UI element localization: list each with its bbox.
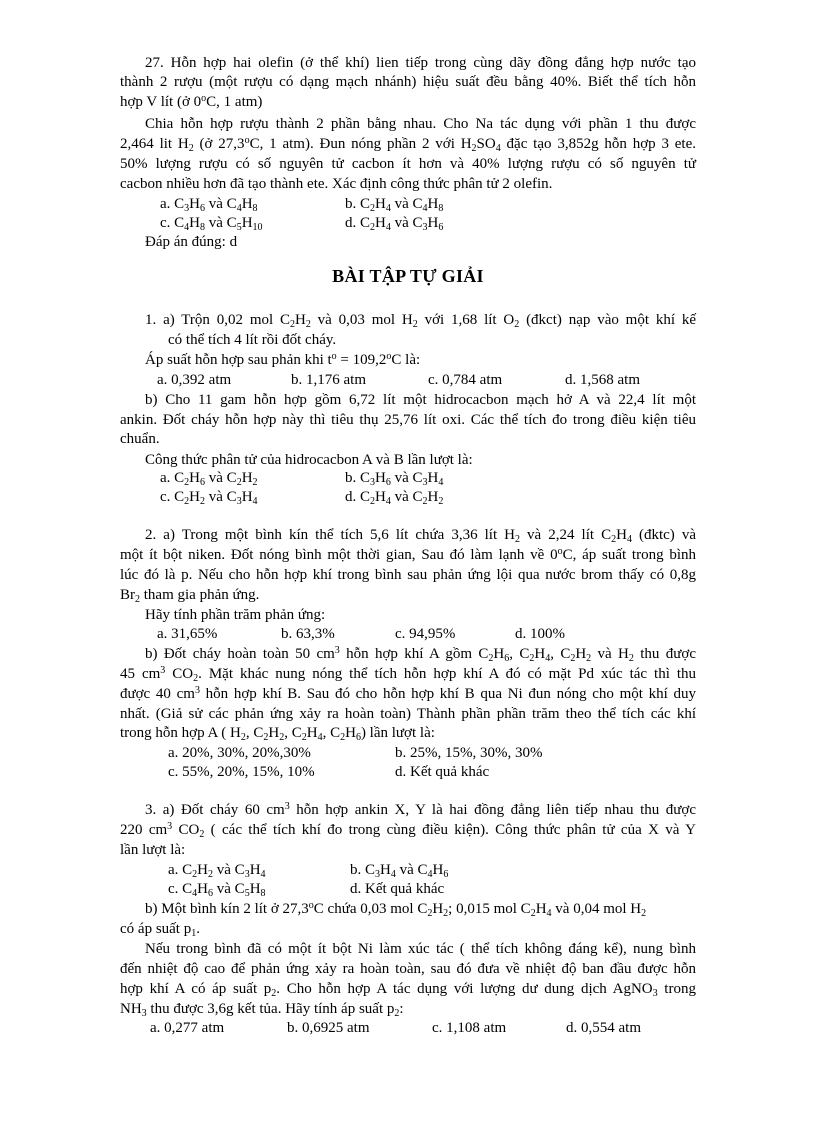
q1-b-line-4: Công thức phân tử của hidrocacbon A và B lần lượt là: [145, 452, 473, 468]
q2-a-option-b: b. 63,3% [281, 626, 335, 642]
q3-b-line-4: đến nhiệt độ cao để phản ứng xảy ra hoàn toàn, sau đó đưa về nhiệt độ ban đầu được hỗn [120, 961, 696, 977]
q2-a-line-3: lúc đó là p. Nếu cho hỗn hợp khí trong bình sau phản ứng lội qua nước brom thấy có 0,8g [120, 567, 696, 583]
q2-b-option-a: a. 20%, 30%, 20%,30% [168, 745, 311, 761]
q27-answer: Đáp án đúng: d [145, 234, 238, 250]
q3-b-line-5: hợp khí A có áp suất $p_2$. Cho hỗn hợp A tác dụng với lượng dư dung dịch AgNO$_3$ trong [120, 981, 696, 999]
q1-b-option-c: c. $C_2H_2$ và $C_3H_4$ [160, 489, 258, 507]
q3-b-option-d: d. 0,554 atm [566, 1020, 641, 1036]
q2-a-option-c: c. 94,95% [395, 626, 456, 642]
q27-line-3: hợp V lít (ở 0$^o$C, 1 atm) [120, 93, 263, 110]
q3-a-option-c: c. $C_4H_6$ và $C_5H_8$ [168, 881, 266, 899]
q2-b-option-b: b. 25%, 15%, 30%, 30% [395, 745, 543, 761]
q2-a-line-4: $Br_2$ tham gia phản ứng. [120, 587, 260, 605]
q1-a-option-a: a. 0,392 atm [157, 372, 232, 388]
q3-a-option-b: b. $C_3H_4$ và $C_4H_6$ [350, 862, 449, 880]
q1-b-option-d: d. $C_2H_4$ và $C_2H_2$ [345, 489, 444, 507]
q2-b-option-d: d. Kết quả khác [395, 764, 490, 780]
q2-b-line-4: nhất. (Giả sử các phản ứng xảy ra hoàn toàn) Thành phần phần trăm theo thể tích các khí [120, 706, 696, 722]
q27-line-2: thành 2 rượu (một rượu có dạng mạch nhánh) hiệu suất đều bằng 40%. Biết thể tích hỗn [120, 74, 696, 90]
q1-a-line-2: có thể tích 4 lít rồi đốt cháy. [168, 332, 337, 348]
q1-a-line-1: 1. a) Trộn 0,02 mol $C_2H_2$ và 0,03 mol $H_2$ với 1,68 lít $O_2$ (đkct) nạp vào một khí kế [145, 312, 696, 330]
section-title: BÀI TẬP TỰ GIẢI [332, 266, 484, 286]
q2-b-option-c: c. 55%, 20%, 15%, 10% [168, 764, 315, 780]
q27-option-b: b. $C_2H_4$ và $C_4H_8$ [345, 196, 444, 214]
q1-b-line-1: b) Cho 11 gam hỗn hợp gồm 6,72 lít một hidrocacbon mạch hở A và 22,4 lít một [145, 392, 696, 408]
q2-a-option-a: a. 31,65% [157, 626, 218, 642]
q3-b-line-2: có áp suất $p_1$. [120, 921, 200, 939]
q27-line-1: 27. Hỗn hợp hai olefin (ở thể khí) lien tiếp trong cùng dãy đồng đẳng hợp nước tạo [145, 55, 696, 71]
q1-b-option-a: a. $C_2H_6$ và $C_2H_2$ [160, 470, 258, 488]
q3-b-line-6: $NH_3$ thu được 3,6g kết tủa. Hãy tính áp suất $p_2$: [120, 1001, 404, 1019]
q2-a-line-2: một ít bột niken. Đốt nóng bình một thời gian, Sau đó làm lạnh về 0$^o$C, áp suất trong bình [120, 546, 697, 563]
q3-a-line-1: 3. a) Đốt cháy 60 $cm^3$ hỗn hợp ankin X, Y là hai đồng đẳng liên tiếp nhau thu được [145, 801, 696, 818]
q27-line-4: Chia hỗn hợp rượu thành 2 phần bằng nhau. Cho Na tác dụng với phần 1 thu được [145, 116, 696, 132]
q27-option-a: a. $C_3H_6$ và $C_4H_8$ [160, 196, 258, 214]
q1-b-line-2: ankin. Đốt cháy hỗn hợp này thì tiêu thụ 25,76 lít oxi. Các thể tích đo trong điều kiện tiêu [120, 412, 696, 428]
q1-a-line-3: Áp suất hỗn hợp sau phản khi $t^o = 109,2^oC$ là: [145, 351, 421, 368]
q3-a-option-a: a. $C_2H_2$ và $C_3H_4$ [168, 862, 266, 880]
q3-a-option-d: d. Kết quả khác [350, 881, 445, 897]
q1-b-line-3: chuẩn. [120, 431, 160, 447]
q27-option-d: d. $C_2H_4$ và $C_3H_6$ [345, 215, 444, 233]
q3-a-line-3: lần lượt là: [120, 842, 186, 858]
q2-a-line-1: 2. a) Trong một bình kín thể tích 5,6 lít chứa 3,36 lít $H_2$ và 2,24 lít $C_2H_4$ (đktc) và [145, 527, 696, 545]
q2-a-line-5: Hãy tính phần trăm phản ứng: [145, 607, 326, 623]
q2-b-line-5: trong hỗn hợp A ( $H_2$, $C_2H_2$, $C_2H_4$, $C_2H_6$) lần lượt là: [120, 725, 435, 743]
q3-b-line-3: Nếu trong bình đã có một ít bột Ni làm xúc tác ( thể tích không đáng kể), nung bình [145, 941, 696, 957]
q3-b-option-c: c. 1,108 atm [432, 1020, 507, 1036]
q27-line-6: 50% lượng rượu có số nguyên tử cacbon ít hơn và 40% lượng rượu có số nguyên tử [120, 156, 696, 172]
q1-a-option-d: d. 1,568 atm [565, 372, 640, 388]
q3-a-line-2: 220 $cm^3$ $CO_2$ ( các thể tích khí đo trong cùng điều kiện). Công thức phân tử của X và Y [120, 821, 697, 840]
q2-a-option-d: d. 100% [515, 626, 565, 642]
q1-a-option-b: b. 1,176 atm [291, 372, 366, 388]
q1-b-option-b: b. $C_3H_6$ và $C_3H_4$ [345, 470, 444, 488]
q1-a-option-c: c. 0,784 atm [428, 372, 503, 388]
q27-line-5: 2,464 lit $H_2$ (ở 27,3$^o$C, 1 atm). Đun nóng phần 2 với $H_2SO_4$ đặc tạo 3,852g hỗn hợp 3 ete. [120, 135, 697, 154]
q3-b-option-a: a. 0,277 atm [150, 1020, 225, 1036]
q3-b-option-b: b. 0,6925 atm [287, 1020, 370, 1036]
q2-b-line-1: b) Đốt cháy hoàn toàn 50 $cm^3$ hỗn hợp khí A gồm $C_2H_6$, $C_2H_4$, $C_2H_2$ và $H_2$ thu được [145, 645, 696, 664]
q27-option-c: c. $C_4H_8$ và $C_5H_{10}$ [160, 215, 263, 233]
q27-line-7: cacbon nhiều hơn đã tạo thành ete. Xác định công thức phân tử 2 olefin. [120, 176, 553, 192]
q3-b-line-1: b) Một bình kín 2 lít ở 27,3$^o$C chứa 0,03 mol $C_2H_2$; 0,015 mol $C_2H_4$ và 0,04 mol $H_2$ [145, 900, 647, 919]
q2-b-line-3: được 40 $cm^3$ hỗn hợp khí B. Sau đó cho hỗn hợp khí B qua Ni đun nóng cho một khí duy [120, 685, 697, 702]
q2-b-line-2: 45 $cm^3$ $CO_2$. Mặt khác nung nóng thể tích hỗn hợp khí A đó có mặt Pd xúc tác thì thu [120, 665, 696, 684]
